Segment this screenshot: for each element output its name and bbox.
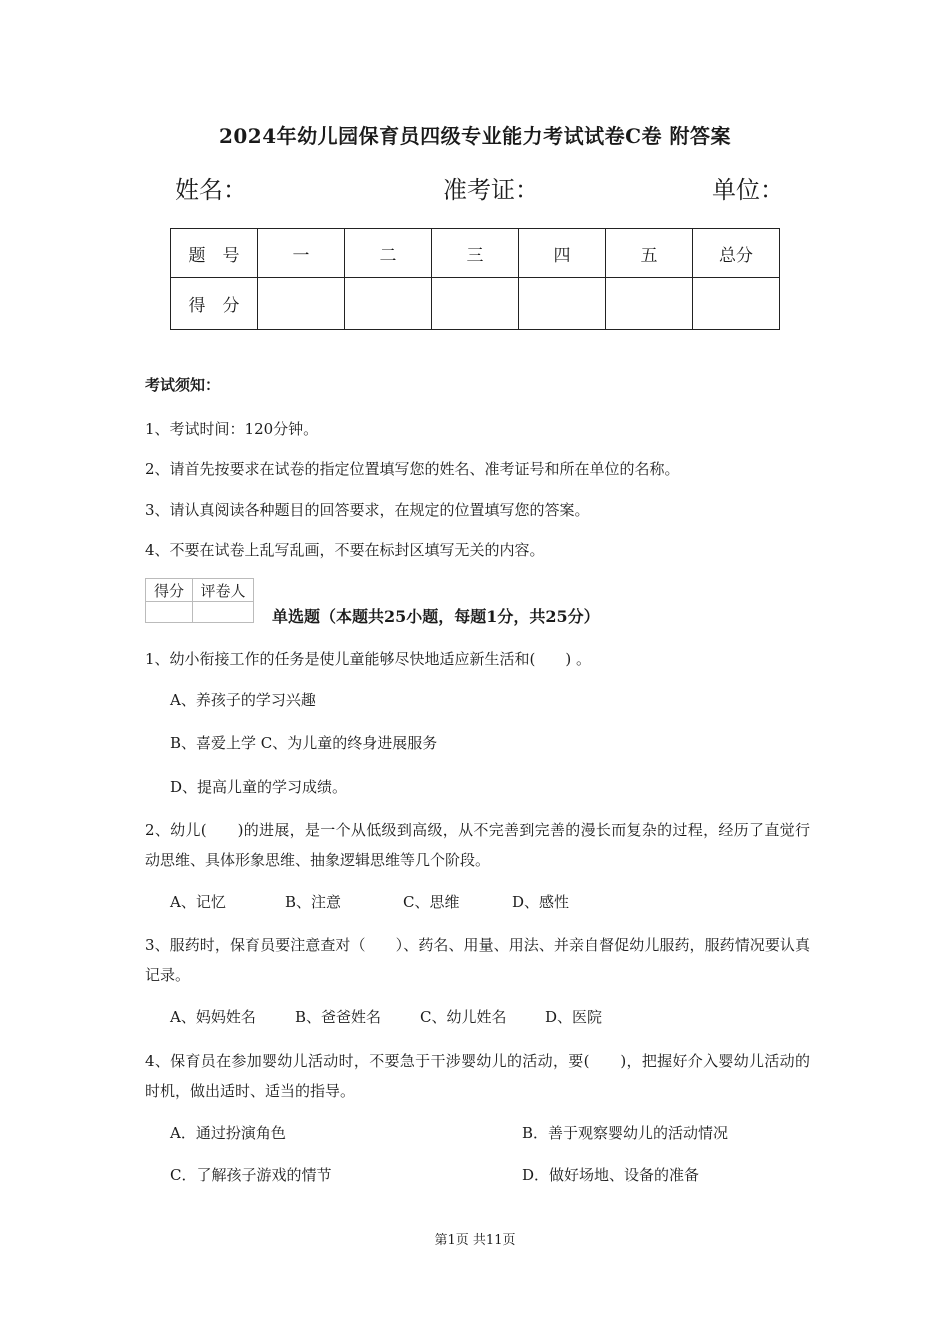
grader-score-cell [146, 602, 193, 623]
score-cell [606, 278, 693, 330]
grader-reviewer-label: 评卷人 [193, 579, 254, 602]
score-header-cell: 总分 [693, 229, 780, 278]
score-table-score-row [171, 278, 780, 330]
score-header-cell: 四 [519, 229, 606, 278]
name-label: 姓名： [175, 176, 247, 204]
question-option: C．了解孩子游戏的情节 [170, 1166, 332, 1184]
question-stem: 4、保育员在参加婴幼儿活动时，不要急于干涉婴幼儿的活动，要( )，把握好介入婴幼儿活动的时机，做出适时、适当的指导。 [145, 1052, 810, 1100]
question-option: D、医院 [545, 1008, 603, 1026]
section-title: 单选题（本题共25小题，每题1分，共25分） [272, 607, 600, 626]
score-cell [693, 278, 780, 330]
score-table-header-row [171, 229, 780, 278]
grader-score-label: 得分 [146, 579, 193, 602]
question-stem: 1、幼小衔接工作的任务是使儿童能够尽快地适应新生活和( ) 。 [145, 650, 592, 668]
score-cell [519, 278, 606, 330]
question-option: A、记忆 [170, 893, 226, 911]
score-header-cell: 题 号 [171, 229, 258, 278]
notice-item: 3、请认真阅读各种题目的回答要求，在规定的位置填写您的答案。 [145, 501, 590, 519]
question-option: B．善于观察婴幼儿的活动情况 [522, 1124, 729, 1142]
score-cell [432, 278, 519, 330]
question-option: B、注意 [285, 893, 342, 911]
page-footer: 第1页 共11页 [434, 1233, 516, 1248]
score-table [170, 228, 780, 330]
question-stem: 2、幼儿( )的进展，是一个从低级到高级，从不完善到完善的漫长而复杂的过程，经历了直觉行动思维、具体形象思维、抽象逻辑思维等几个阶段。 [145, 821, 810, 869]
grader-reviewer-cell [193, 602, 254, 623]
grader-box [145, 578, 254, 623]
notice-item: 4、不要在试卷上乱写乱画，不要在标封区填写无关的内容。 [145, 541, 545, 559]
notice-item: 2、请首先按要求在试卷的指定位置填写您的姓名、准考证号和所在单位的名称。 [145, 460, 680, 478]
question-stem: 3、服药时，保育员要注意查对（ ）、药名、用量、用法、并亲自督促幼儿服药，服药情况要认真记录。 [145, 936, 810, 984]
notice-title: 考试须知： [145, 376, 221, 394]
exam-title: 2024年幼儿园保育员四级专业能力考试试卷C卷 附答案 [218, 124, 732, 148]
question-option: A、养孩子的学习兴趣 [170, 691, 316, 709]
score-cell [258, 278, 345, 330]
score-header-cell: 一 [258, 229, 345, 278]
question-option: B、爸爸姓名 [295, 1008, 382, 1026]
score-header-cell: 五 [606, 229, 693, 278]
question-option: A、妈妈姓名 [170, 1008, 256, 1026]
score-header-cell: 二 [345, 229, 432, 278]
question-option: C、思维 [403, 893, 460, 911]
score-row-label: 得 分 [171, 278, 258, 330]
question-option: D、提高儿童的学习成绩。 [170, 778, 348, 796]
question-option: D．做好场地、设备的准备 [522, 1166, 700, 1184]
question-option: B、喜爱上学 C、为儿童的终身进展服务 [170, 734, 438, 752]
exam-id-label: 准考证： [443, 176, 539, 204]
notice-item: 1、考试时间：120分钟。 [145, 420, 319, 438]
question-option: C、幼儿姓名 [420, 1008, 507, 1026]
score-header-cell: 三 [432, 229, 519, 278]
score-cell [345, 278, 432, 330]
unit-label: 单位： [712, 176, 784, 204]
question-option: D、感性 [512, 893, 570, 911]
question-option: A．通过扮演角色 [170, 1124, 286, 1142]
